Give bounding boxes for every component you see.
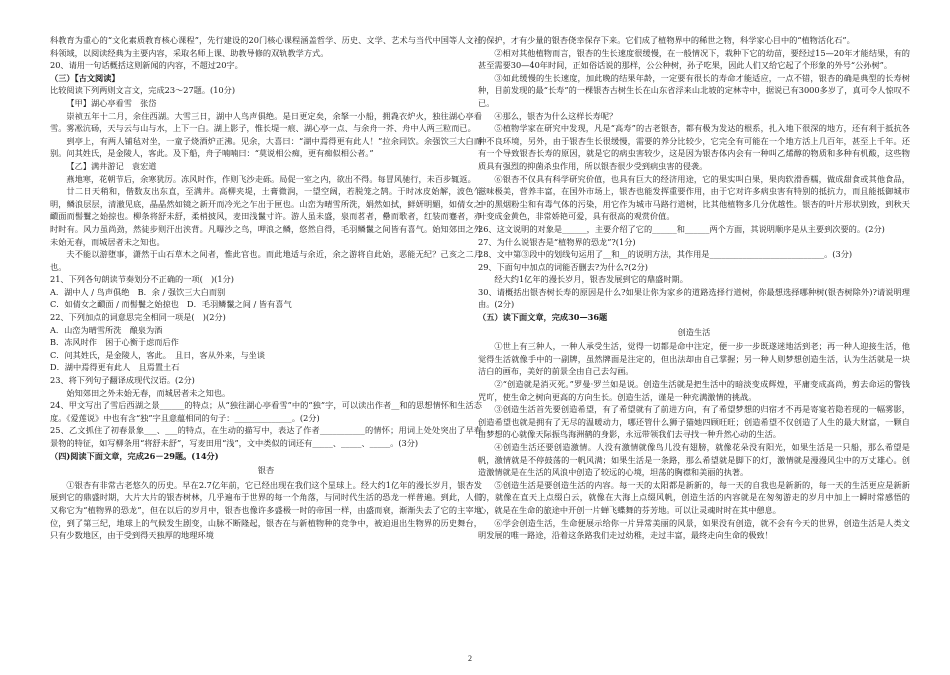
question-28: 28、文中第③段中的划线句运用了__和__的说明方法，其作用是____________________________。(3分): [478, 249, 853, 260]
chuangzao-p4: ④创造生活还要创造激情。人没有激情就像鸟儿没有翅膀，就像花朵没有阳光，如果生活是一只船，那么希望是帆，激情就是不停鼓荡的一帆风满；如果生活是一条路，那么希望就是脚下的灯，激情就是漫漫风尘中的万丈雄心。创造激情就是在生活的风浪中创造了较远的心境，坦荡的胸襟和美丽的执著。: [478, 442, 910, 478]
question-21-options-ab: A．湖中人 / 鸟声俱绝 B．余 / 强饮三大白而别: [50, 286, 226, 297]
question-23-sentence: 始知郊田之外未始无春，而城居者未之知也。: [66, 387, 231, 398]
question-22-option-b: B．冻风时作 困于心衡于虑而后作: [50, 337, 179, 348]
question-22-option-a: A．山峦为晴雪所洗 酿泉为酒: [50, 324, 163, 335]
question-21-options-cd: C．如倩女之靧面 / 而髻鬟之始掠也 D．毛羽鳞鬣之间 / 皆有喜气: [50, 299, 292, 310]
yinxing-p3: ③如此缓慢的生长速度，加此晚的结果年龄，一定要有很长的寿命才能适应，一点不错，银杏的确是典型的长寿树种，目前发现的最“长寿”的一棵银杏古树生长在山东省浮来山北坡的定林寺中，据说已有3000多岁了，真可令人惊叹不已。: [478, 72, 910, 108]
page-number: 2: [468, 654, 472, 663]
yinxing-p1: ①银杏有非常古老悠久的历史。早在2.7亿年前，它已经出现在我们这个星球上。经大约1亿年的漫长岁月，银杏发展到它的鼎盛时期，大片大片的银杏树林，几乎遍布于世界的每一个角落，与同时代生活的恐龙一样普遍。到此，人们又称它为“植物界的恐龙”，但在以后的岁月中，银杏也像许多盛极一时的帝国一样，由盛而衰，渐渐失去了它的主宰地位，到了第三纪，地球上的气候发生剧变，山脉不断隆起，银杏在与新植物种的竞争中，被迫退出生物界的历史舞台，只有少数地区，由于受到得天独厚的地理环境: [50, 479, 482, 541]
chuangzao-p1: ①世上有三种人，一种人承受生活，觉得一切都是命中注定，便一步一步既遂迷地活到老；再一种人迎接生活，他觉得生活就像手中的一副牌，虽然牌面是注定的，但出法却由自己掌握；另一种人则梦想创造生活，认为生活就是一块洁白的画布，美好的前景全由自己去勾画。: [478, 341, 910, 377]
right-column: [478, 34, 910, 542]
question-23: 23、将下列句子翻译成现代汉语。(2分): [50, 375, 195, 386]
section-3-instruction: 比较阅读下列两则文言文，完成23～27题。(10分): [50, 85, 236, 96]
question-27: 27、为什么说银杏是“植物界的恐龙”?(1分): [478, 236, 636, 247]
question-25: 25、乙文抓住了初春景象___、___的特点，在生动的描写中，表达了作者___________的情怀；用词上处处突出了早春景物的特征，如写柳条用“将舒未舒”，写麦田用“浅”，文中类似的词还有_____、_____、_____。(3分): [50, 425, 482, 448]
passage-yi-p2: 廿二日天稍和，偕数友出东直，至满井。高柳夹堤，土膏微润，一望空阔，若脱笼之鹄。于时冰皮始解，波色乍明，鳞浪层层，清澈见底，晶晶然如镜之新开而冷光之乍出于匣也。山峦为晴雪所洗，娟然如拭，鲜妍明媚，如倩女之靧面而髻鬟之始掠也。柳条将舒未舒，柔梢披风，麦田浅鬣寸许。游人虽未盛，泉而茗者，罍而歌者，红装而蹇者，亦时时有。风力虽尚劲，然徒步则汗出浃背。凡曝沙之鸟，呷浪之鳞，悠然自得，毛羽鳞鬣之间皆有喜气。始知郊田之外未始无春，而城居者未之知也。: [50, 186, 482, 247]
question-30: 30、请概括出银杏树长寿的原因是什么?如果让你为家乡的道路选择行道树，你最想选择哪种树(银杏树除外)?请说明理由。(2分): [478, 286, 910, 310]
question-22-option-c: C．问其姓氏，是金陵人，客此。 且日，客从外来，与坐谈: [50, 349, 266, 360]
yinxing-p4: ④那么，银杏为什么这样长寿呢？: [494, 110, 618, 121]
passage-yi-title: 【乙】满井游记 袁宏道: [66, 160, 157, 171]
chuangzao-p2: ②“创造就是消灭死。”罗曼·罗兰如是说。创造生活就是把生活中的暗淡变成辉煌，平庸变成高尚，剪去命运的警钱咒吖，使生命之树向更高的方向生长。创造生活，谨是一种充满激情的挑战。: [478, 379, 910, 402]
question-21: 21、下列各句朗读节奏划分不正确的一项( )(1分): [50, 274, 234, 285]
passage-jia-p1: 崇祯五年十二月，余住西湖。大雪三日，湖中人鸟声俱绝。是日更定矣，余拏一小船，拥毳衣炉火，独往湖心亭看雪。雾凇沆砀，天与云与山与水，上下一白。湖上影子，惟长堤一痕、湖心亭一点、与余舟一芥、舟中人两三粒而已。: [50, 110, 482, 134]
chuangzao-title: 创造生活: [677, 326, 711, 337]
question-22: 22、下列加点的词意思完全相同一项是( )(2分): [50, 312, 226, 323]
yinxing-p2: ②相对其他植物而言，银杏的生长速度很缓慢，在一般情况下，栽种下它的幼苗，要经过15—20年才能结果，有的甚至需要30—40年时间，正如俗话说的那样，公公种树，孙子吃果，因此人们又给它起了个形象的外号“公孙树”。: [478, 47, 910, 71]
section-3-heading: （三）【古文阅读】: [50, 72, 120, 83]
chuangzao-p3: ③创造生活首先要创造希望，有了希望就有了前进方向，有了希望梦想的归宿才不再是寄宴若隐若现的一幅雾影，创造希望也就是拥有了无尽的温暖动力，哪还管什么狮子猫她四顾旺旺；创造希望不仅创造了人生的最大财富，一颗自由梦想的心就像天际振鸟海洲鹤的身影，永远带领我们去寻找一种升然心动的生活。: [478, 404, 910, 440]
yinxing-title: 银杏: [257, 465, 275, 476]
question-22-option-d: D．湖中焉得更有此人 且焉置土石: [50, 362, 180, 373]
section-4-heading: （四)阅读下面文章，完成26－29题。(14分): [50, 450, 219, 461]
section-5-heading: （五）读下面文章，完成30—36题: [478, 312, 608, 323]
question-26: 26、这文说明的对象是______，主要介绍了它的______和______两个方面，其说明顺序是从主要到次要的。(2分): [478, 223, 885, 234]
news-tail: 科教育为重心的“文化素质教育核心课程”，先行建设的20门核心课程涵盖哲学、历史、文学、艺术与当代中国等人文社科领域，以阅读经典为主要内容，采取名师上课、助教导修的双轨教学方式。: [50, 35, 482, 58]
passage-yi-p3: 夫不能以游堕事，潇然于山石草木之间者，惟此官也。而此地适与余近，余之游将自此始，恶能无纪？己亥之二月也。: [50, 249, 482, 272]
passage-jia-title: 【甲】湖心亭看雪 张岱: [66, 97, 157, 108]
yinxing-p6: ⑥银杏不仅具有科学研究价值，也具有巨大的经济用途，它的果实叫白果，果肉软滑香糯，做成甜食或其他食品，滋味极美，营养丰富，在国外市场上，银杏也能发挥重要作用，由于它对许多病虫害有特别的抵抗力，而且能抵御城市中的黑烟粉尘和有毒气体的污染，用它作为城市马路行道树，比其他植物多几分优越性。银杏的叶片形状别致，到秋天叶变成金黄色，非常娇艳可爱，具有很高的观赏价值。: [478, 173, 910, 222]
chuangzao-p6: ⑥学会创造生活，生命便展示给你一片异常美丽的风景，如果没有创造，就不会有今天的世界，创造生活是人类文明发展的唯一路途，沿着这条路我们走过幼稚，走过丰富，最终走向生命的极致！: [478, 517, 910, 541]
chuangzao-p5: ⑤创造生活是要创造生活的内容。每一天的太阳都是新新的，每一天的自我也是新新的，每一天的生活更应是新新的，就像在直天上点缀白云，就像在大海上点缀风帆，创造生活的内容就是在匆匆游走的岁月中加上一瞬时常感悟的心，就是在生命的旅途中开创一片蝉飞蝶舞的芬芳地。可以让灵魂时时在其中憩息。: [478, 479, 910, 515]
yinxing-p1-cont: 的保护，才有少量的银杏侥幸保存下来。它们成了植物界中的稀世之物，科学家心目中的“植物活化石”。: [478, 35, 855, 45]
passage-jia-p2: 到亭上，有两人铺毡对坐，一童子烧酒炉正沸。见余，大喜曰：“湖中焉得更有此人！”拉余同饮。余强饮三大白而别。问其姓氏，是金陵人，客此。及下船，舟子喃喃曰：“莫说相公痴，更有痴似相公者。”: [50, 135, 482, 159]
question-29: 29、下面句中加点的词能否删去?为什么?(2分): [478, 261, 648, 272]
question-29-sentence: 经大约1亿年的漫长岁月，银杏发展到它的鼎盛时期。: [494, 274, 688, 285]
question-24: 24、甲文写出了雪后西湖之景______的特点；从“独往湖心亭看雪”中的“独”字，可以读出作者__和的思想情怀和生活态度。《爱莲说》中也有含“独”字且意蕴相同的句子：______________。(2分): [50, 400, 482, 423]
yinxing-p5: ⑤植物学家在研究中发现，凡是“高寿”的古老银杏，都有极为发达的根系，扎入地下很深的地方，还有利于抵抗各种不良环境，另外，由于银杏生长很缓慢，需要的养分比较少，它完全有可能在一个地方活上几百年，甚至上千年。还有一个导致银杏长寿的原因，就是它的病虫害较少，这是因为银杏体内会有一种叫乙烯醇的物质和多种有机酸，这些物质具有强烈的抑菌杀虫作用，所以银杏很少受到病虫害的侵袭。: [478, 123, 910, 171]
question-20: 20、请用一句话概括这则新闻的内容，不超过20字。: [50, 60, 243, 71]
passage-yi-p1: 燕地寒，花朝节后，余寒犹厉。冻风时作，作则飞沙走砾。局促一室之内，欲出不得。每冒风驰行，未百步辄返。: [66, 173, 476, 184]
left-column: [50, 34, 482, 542]
